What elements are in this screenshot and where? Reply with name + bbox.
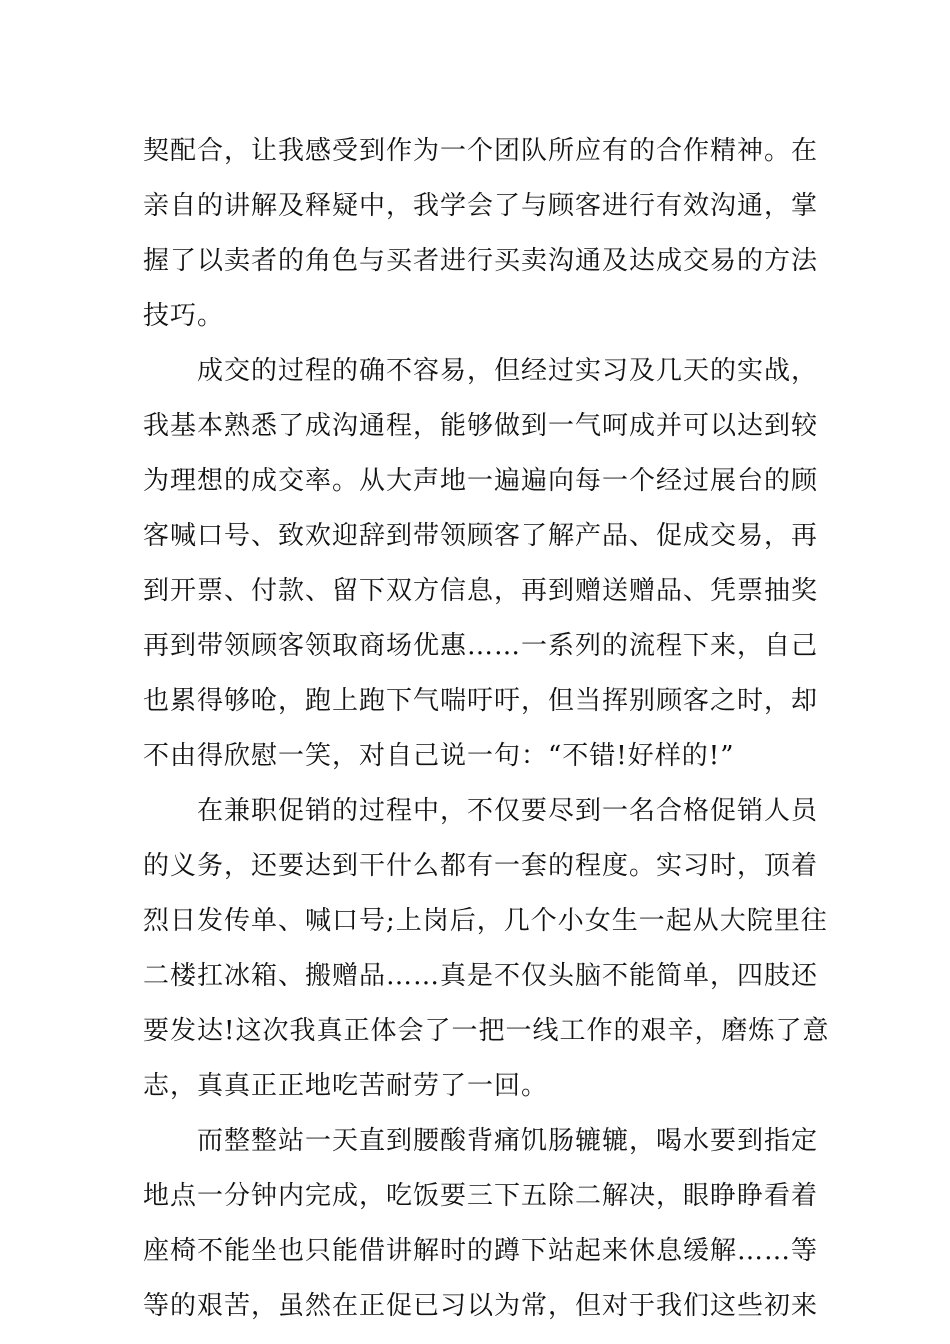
text-line: 到开票、付款、留下双方信息，再到赠送赠品、凭票抽奖 — [143, 576, 819, 606]
text-line: 的义务，还要达到干什么都有一套的程度。实习时，顶着 — [143, 851, 819, 881]
text-line: 为理想的成交率。从大声地一遍遍向每一个经过展台的顾 — [143, 466, 819, 496]
text-line: 不由得欣慰一笑，对自己说一句：“不错!好样的!” — [143, 741, 735, 771]
text-line: 我基本熟悉了成沟通程，能够做到一气呵成并可以达到较 — [143, 411, 819, 441]
paragraph-1 — [143, 124, 819, 344]
text-line: 志，真真正正地吃苦耐劳了一回。 — [143, 1071, 549, 1101]
text-line: 客喊口号、致欢迎辞到带领顾客了解产品、促成交易，再 — [143, 521, 819, 551]
text-line: 等的艰苦，虽然在正促已习以为常，但对于我们这些初来 — [143, 1291, 819, 1321]
text-line: 地点一分钟内完成，吃饭要三下五除二解决，眼睁睁看着 — [143, 1181, 819, 1211]
text-line: 握了以卖者的角色与买者进行买卖沟通及达成交易的方法 — [143, 246, 819, 276]
text-line: 亲自的讲解及释疑中，我学会了与顾客进行有效沟通，掌 — [143, 191, 819, 221]
text-line: 而整整站一天直到腰酸背痛饥肠辘辘，喝水要到指定 — [197, 1126, 819, 1156]
text-line: 成交的过程的确不容易，但经过实习及几天的实战， — [197, 356, 819, 386]
document-body — [143, 124, 830, 1334]
text-line: 座椅不能坐也只能借讲解时的蹲下站起来休息缓解……等 — [143, 1236, 819, 1266]
text-line: 二楼扛冰箱、搬赠品……真是不仅头脑不能简单，四肢还 — [143, 961, 819, 991]
text-line: 在兼职促销的过程中，不仅要尽到一名合格促销人员 — [197, 796, 819, 826]
text-line: 技巧。 — [143, 301, 225, 331]
text-line: 烈日发传单、喊口号;上岗后，几个小女生一起从大院里往 — [143, 906, 828, 936]
paragraph-3 — [143, 784, 830, 1114]
paragraph-2 — [143, 344, 819, 784]
text-line: 要发达!这次我真正体会了一把一线工作的艰辛，磨炼了意 — [143, 1016, 830, 1046]
text-line: 也累得够呛，跑上跑下气喘吁吁，但当挥别顾客之时，却 — [143, 686, 819, 716]
text-line: 契配合，让我感受到作为一个团队所应有的合作精神。在 — [143, 136, 819, 166]
paragraph-4 — [143, 1114, 819, 1334]
text-line: 再到带领顾客领取商场优惠……一系列的流程下来，自己 — [143, 631, 819, 661]
